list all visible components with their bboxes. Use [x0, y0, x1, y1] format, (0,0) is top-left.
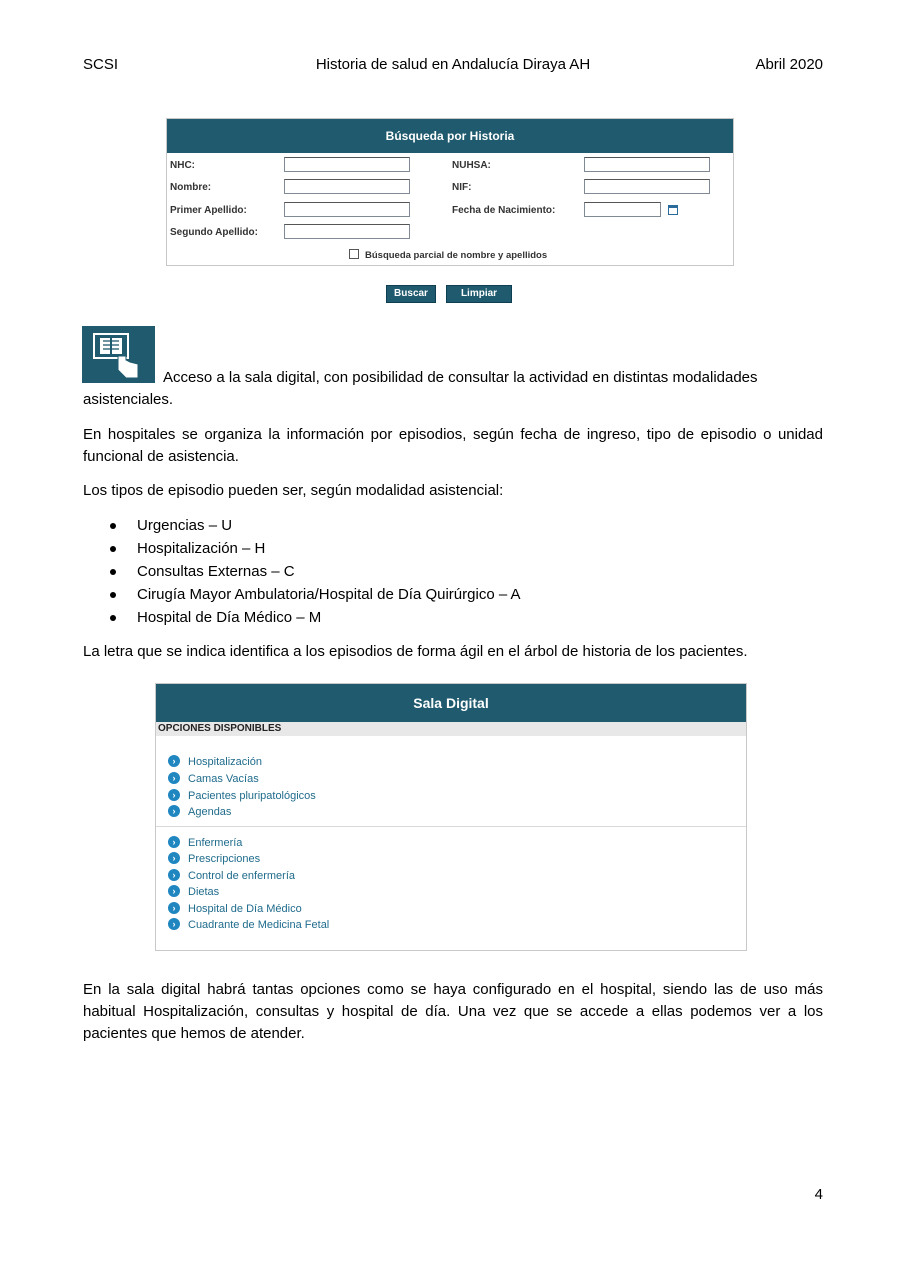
partial-search-label: Búsqueda parcial de nombre y apellidos — [365, 250, 548, 261]
search-form-title: Búsqueda por Historia — [167, 119, 733, 153]
segundo-apellido-label: Segundo Apellido: — [170, 227, 258, 238]
list-item: Hospitalización – H — [110, 537, 521, 560]
final-paragraph: En la sala digital habrá tantas opciones como se haya configurado en el hospital, siendo las de uso más habitual Hospitalización, consultas y hospital de día. Una vez que se accede a ellas podemos ver a los pacientes que hemos de atender. — [83, 981, 823, 1042]
limpiar-button[interactable]: Limpiar — [446, 285, 512, 303]
primer-apellido-input[interactable] — [284, 202, 410, 217]
option-cuadrante-medicina-fetal[interactable]: › Cuadrante de Medicina Fetal — [168, 917, 329, 933]
chevron-right-icon: › — [168, 902, 180, 914]
chevron-right-icon: › — [168, 869, 180, 881]
nuhsa-label: NUHSA: — [452, 160, 491, 171]
partial-search-row — [349, 249, 547, 261]
hospitales-paragraph: En hospitales se organiza la información por episodios, según fecha de ingreso, tipo de episodio o unidad funcional de asistencia. — [83, 426, 823, 465]
option-camas-vacias[interactable]: › Camas Vacías — [168, 771, 259, 787]
fecha-nacimiento-input[interactable] — [584, 202, 661, 217]
option-control-enfermeria[interactable]: › Control de enfermería — [168, 868, 295, 884]
header-date: Abril 2020 — [755, 56, 823, 73]
calendar-icon[interactable] — [668, 205, 678, 215]
nhc-label: NHC: — [170, 160, 195, 171]
option-hospitalizacion[interactable]: › Hospitalización — [168, 754, 262, 770]
chevron-right-icon: › — [168, 772, 180, 784]
tipos-paragraph: Los tipos de episodio pueden ser, según modalidad asistencial: — [83, 482, 504, 499]
page-number: 4 — [814, 1186, 823, 1203]
chevron-right-icon: › — [168, 885, 180, 897]
primer-apellido-label: Primer Apellido: — [170, 205, 247, 216]
nombre-input[interactable] — [284, 179, 410, 194]
chevron-right-icon: › — [168, 755, 180, 767]
option-pacientes-pluripatologicos[interactable]: › Pacientes pluripatológicos — [168, 788, 316, 804]
list-item: Consultas Externas – C — [110, 560, 521, 583]
nif-input[interactable] — [584, 179, 710, 194]
nif-label: NIF: — [452, 182, 472, 193]
partial-search-checkbox[interactable] — [349, 249, 359, 259]
fecha-nacimiento-label: Fecha de Nacimiento: — [452, 205, 556, 216]
nuhsa-input[interactable] — [584, 157, 710, 172]
header-left: SCSI — [83, 56, 119, 73]
option-enfermeria[interactable]: › Enfermería — [168, 835, 242, 851]
nhc-input[interactable] — [284, 157, 410, 172]
nombre-label: Nombre: — [170, 182, 212, 193]
sala-digital-panel — [155, 683, 747, 951]
chevron-right-icon: › — [168, 805, 180, 817]
list-item: Urgencias – U — [110, 514, 521, 537]
header-title: Historia de salud en Andalucía Diraya AH — [315, 56, 591, 73]
option-dietas[interactable]: › Dietas — [168, 884, 219, 900]
search-form — [166, 118, 734, 266]
option-agendas[interactable]: › Agendas — [168, 804, 231, 820]
buscar-button[interactable]: Buscar — [386, 285, 436, 303]
episode-type-list — [110, 514, 521, 629]
sala-digital-title: Sala Digital — [156, 684, 746, 722]
option-hospital-dia-medico[interactable]: › Hospital de Día Médico — [168, 901, 302, 917]
list-item: Hospital de Día Médico – M — [110, 606, 521, 629]
intro-paragraph: Acceso a la sala digital, con posibilidad de consultar la actividad en distintas modalidades asistenciales. — [83, 369, 758, 408]
letra-paragraph: La letra que se indica identifica a los episodios de forma ágil en el árbol de historia de los pacientes. — [83, 643, 748, 660]
segundo-apellido-input[interactable] — [284, 224, 410, 239]
divider — [156, 826, 746, 827]
opciones-subtitle: OPCIONES DISPONIBLES — [156, 722, 746, 736]
chevron-right-icon: › — [168, 918, 180, 930]
chevron-right-icon: › — [168, 836, 180, 848]
chevron-right-icon: › — [168, 789, 180, 801]
option-prescripciones[interactable]: › Prescripciones — [168, 851, 260, 867]
list-item: Cirugía Mayor Ambulatoria/Hospital de Día Quirúrgico – A — [110, 583, 521, 606]
chevron-right-icon: › — [168, 852, 180, 864]
